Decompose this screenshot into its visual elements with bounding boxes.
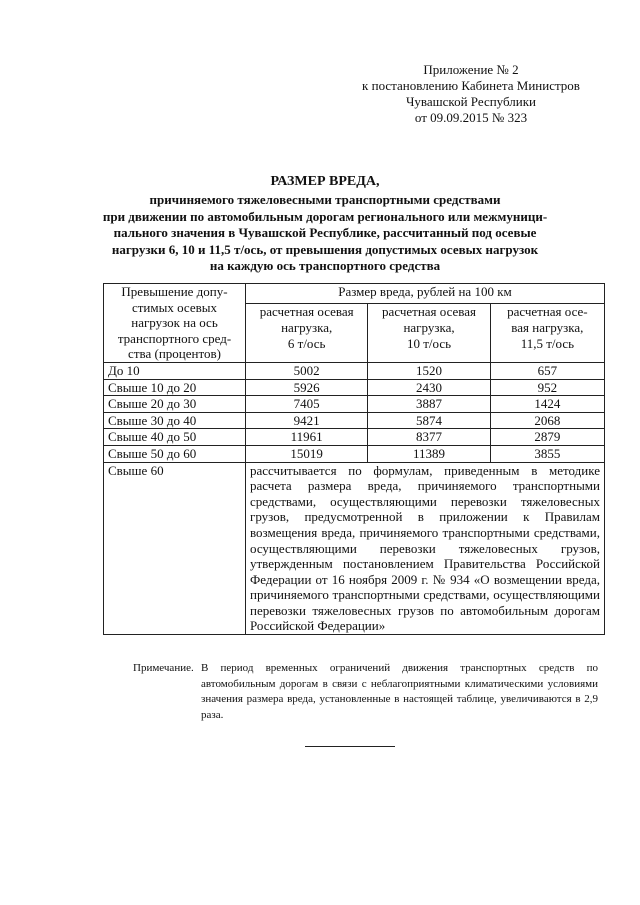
table-row — [104, 362, 605, 379]
value-10t: 5874 — [368, 412, 490, 429]
appendix-date: от 09.09.2015 № 323 — [414, 110, 528, 125]
row-label: Свыше 50 до 60 — [104, 445, 246, 462]
table-row — [104, 429, 605, 446]
header-line: нагрузка, — [281, 319, 333, 335]
table-row-formula — [104, 462, 605, 635]
value-11-5t: 952 — [490, 379, 604, 396]
appendix-resolution: к постановлению Кабинета Министров — [362, 78, 580, 93]
header-line: 11,5 т/ось — [520, 335, 575, 351]
table-row — [104, 412, 605, 429]
appendix-number: Приложение № 2 — [423, 62, 519, 77]
header-line: нагрузка, — [403, 319, 455, 335]
appendix-block — [340, 62, 602, 126]
value-11-5t: 3855 — [490, 445, 604, 462]
header-line: 10 т/ось — [407, 335, 452, 351]
header-line: расчетная осе- — [507, 304, 588, 320]
title-line: на каждую ось транспортного средства — [209, 258, 441, 274]
table-row — [104, 379, 605, 396]
row-label: Свыше 60 — [104, 462, 246, 635]
header-group-cell: Размер вреда, рублей на 100 км — [246, 284, 605, 304]
title-line: нагрузки 6, 10 и 11,5 т/ось, от превышения допустимых осевых нагрузок — [111, 241, 539, 257]
header-line: расчетная осевая — [382, 304, 477, 320]
row-label: Свыше 20 до 30 — [104, 396, 246, 413]
appendix-republic: Чувашской Республики — [405, 94, 537, 109]
header-line: расчетная осевая — [259, 304, 354, 320]
title-main: РАЗМЕР ВРЕДА, — [270, 174, 380, 189]
header-line: стимых осевых — [131, 299, 217, 315]
note-block — [133, 661, 598, 723]
value-10t: 3887 — [368, 396, 490, 413]
table-row — [104, 396, 605, 413]
header-line: ства (процентов) — [128, 346, 221, 362]
row-label: Свыше 30 до 40 — [104, 412, 246, 429]
header-10t-cell — [368, 304, 490, 363]
header-line: нагрузок на ось — [131, 315, 218, 331]
value-11-5t: 657 — [490, 362, 604, 379]
title-line: пального значения в Чувашской Республике, рассчитанный под осевые — [113, 225, 537, 241]
note-label: Примечание. — [133, 662, 194, 674]
value-6t: 15019 — [246, 445, 368, 462]
header-11-5t-cell — [490, 304, 604, 363]
value-10t: 1520 — [368, 362, 490, 379]
header-6t-cell — [246, 304, 368, 363]
value-11-5t: 2879 — [490, 429, 604, 446]
note-text: В период временных ограничений движения транспортных средств по автомобильным дорогам в связи с неблагоприятными климатическими условиями значения размера вреда, установленные в настоящей таблице, увеличиваются в 2,9 раза. — [201, 662, 598, 721]
formula-text: рассчитывается по формулам, приведенным в методике расчета размера вреда, причиняемого транспортными средствами, осуществляющими перевозки тяжеловесных грузов, предусмотренной в приложении к Правилам возмещения вреда, причиняемого транспортными средствами, осуществляющими перевозки тяжеловесных грузов, утвержденным постановлением Правительства Российской Федерации от 16 ноября 2009 г. № 934 «О возмещении вреда, причиняемого транспортными средствами, осуществляющими перевозки тяжеловесных грузов по автомобильным дорогам Российской Федерации» — [246, 462, 605, 635]
header-line: 6 т/ось — [287, 335, 326, 351]
table-header-row — [104, 284, 605, 304]
row-label: Свыше 40 до 50 — [104, 429, 246, 446]
value-6t: 5002 — [246, 362, 368, 379]
value-6t: 11961 — [246, 429, 368, 446]
header-line: вая нагрузка, — [511, 319, 584, 335]
value-6t: 7405 — [246, 396, 368, 413]
damage-table — [103, 283, 605, 635]
value-11-5t: 2068 — [490, 412, 604, 429]
value-6t: 9421 — [246, 412, 368, 429]
header-line: транспортного сред- — [117, 330, 232, 346]
document-title — [100, 174, 550, 274]
value-10t: 8377 — [368, 429, 490, 446]
header-excess-cell — [104, 284, 246, 363]
closing-divider — [305, 746, 395, 747]
value-11-5t: 1424 — [490, 396, 604, 413]
value-10t: 2430 — [368, 379, 490, 396]
row-label: Свыше 10 до 20 — [104, 379, 246, 396]
value-6t: 5926 — [246, 379, 368, 396]
row-label: До 10 — [104, 362, 246, 379]
value-10t: 11389 — [368, 445, 490, 462]
header-line: Превышение допу- — [121, 284, 228, 299]
table-row — [104, 445, 605, 462]
title-line: при движении по автомобильным дорогам регионального или межмуници- — [102, 208, 548, 224]
title-line: причиняемого тяжеловесными транспортными средствами — [149, 192, 501, 208]
